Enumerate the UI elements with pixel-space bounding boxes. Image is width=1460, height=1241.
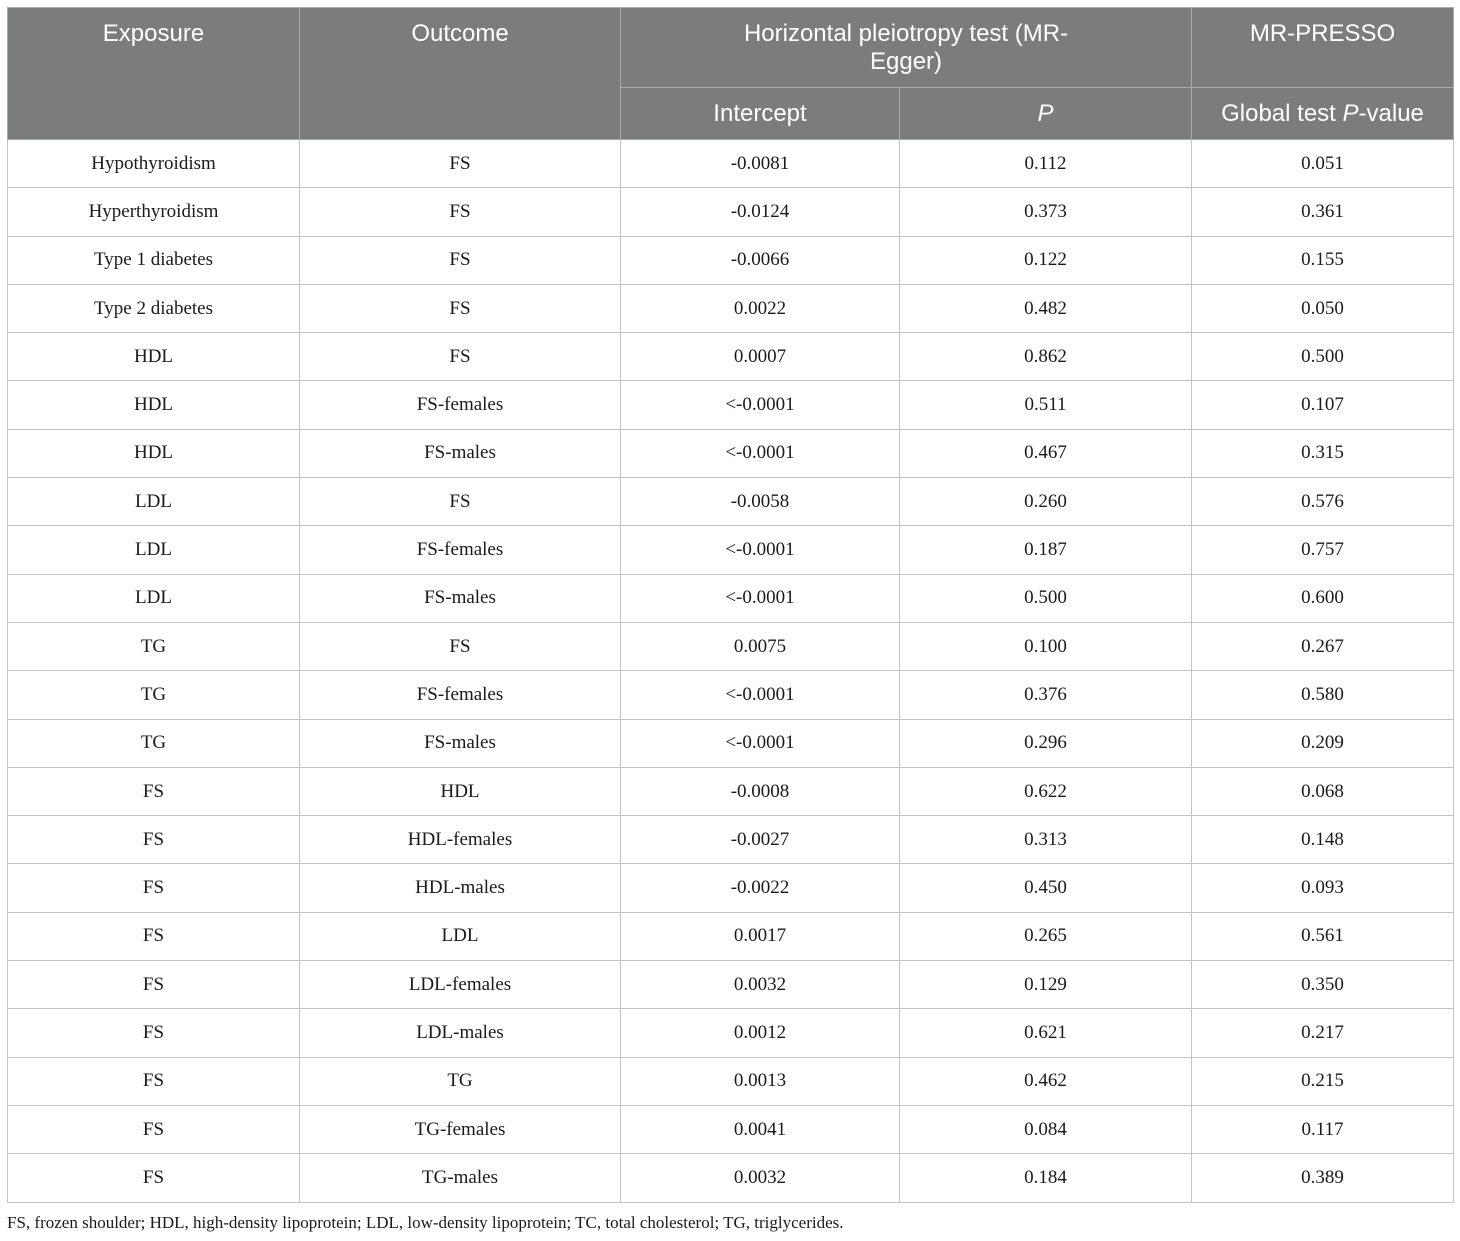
cell-global-p: 0.050 [1192,284,1454,332]
cell-exposure: LDL [8,574,300,622]
cell-outcome: TG [300,1057,621,1105]
cell-outcome: FS-females [300,526,621,574]
cell-intercept: <-0.0001 [621,381,900,429]
table-row [8,1154,1454,1202]
cell-outcome: FS [300,236,621,284]
header-p [900,88,1192,140]
table-row [8,526,1454,574]
pleiotropy-table [7,7,1454,1203]
cell-intercept: 0.0022 [621,284,900,332]
header-mr-presso: MR-PRESSO [1192,8,1454,88]
cell-outcome: HDL-males [300,864,621,912]
cell-p: 0.129 [900,961,1192,1009]
cell-exposure: TG [8,719,300,767]
cell-p: 0.084 [900,1105,1192,1153]
table-header [8,8,1454,140]
table-row [8,622,1454,670]
header-outcome: Outcome [300,8,621,140]
cell-intercept: -0.0008 [621,767,900,815]
table-row [8,1057,1454,1105]
cell-exposure: TG [8,671,300,719]
table-row [8,864,1454,912]
table-row [8,816,1454,864]
cell-outcome: HDL [300,767,621,815]
cell-exposure: FS [8,1154,300,1202]
cell-intercept: -0.0066 [621,236,900,284]
cell-intercept: <-0.0001 [621,429,900,477]
cell-p: 0.187 [900,526,1192,574]
cell-p: 0.500 [900,574,1192,622]
cell-exposure: HDL [8,429,300,477]
cell-outcome: FS [300,188,621,236]
cell-exposure: Type 1 diabetes [8,236,300,284]
cell-exposure: HDL [8,333,300,381]
cell-p: 0.511 [900,381,1192,429]
cell-intercept: 0.0012 [621,1009,900,1057]
table-row [8,767,1454,815]
header-global-prefix: Global test [1221,99,1343,127]
cell-exposure: FS [8,912,300,960]
cell-global-p: 0.500 [1192,333,1454,381]
header-p-label: P [1037,99,1054,127]
cell-global-p: 0.389 [1192,1154,1454,1202]
table-row [8,429,1454,477]
cell-global-p: 0.117 [1192,1105,1454,1153]
cell-global-p: 0.215 [1192,1057,1454,1105]
cell-exposure: HDL [8,381,300,429]
cell-global-p: 0.107 [1192,381,1454,429]
cell-p: 0.184 [900,1154,1192,1202]
cell-intercept: 0.0007 [621,333,900,381]
cell-outcome: HDL-females [300,816,621,864]
cell-intercept: -0.0124 [621,188,900,236]
table-row [8,140,1454,188]
table-row [8,236,1454,284]
header-global-suffix: -value [1358,99,1424,127]
header-exposure: Exposure [8,8,300,140]
cell-exposure: Hyperthyroidism [8,188,300,236]
cell-exposure: FS [8,1009,300,1057]
cell-outcome: FS [300,333,621,381]
cell-outcome: LDL-females [300,961,621,1009]
cell-p: 0.265 [900,912,1192,960]
table-row [8,719,1454,767]
cell-exposure: FS [8,961,300,1009]
cell-global-p: 0.580 [1192,671,1454,719]
cell-intercept: -0.0027 [621,816,900,864]
cell-exposure: FS [8,1105,300,1153]
cell-outcome: FS [300,478,621,526]
cell-global-p: 0.600 [1192,574,1454,622]
cell-global-p: 0.757 [1192,526,1454,574]
cell-intercept: -0.0022 [621,864,900,912]
cell-intercept: 0.0032 [621,1154,900,1202]
cell-global-p: 0.155 [1192,236,1454,284]
cell-p: 0.462 [900,1057,1192,1105]
cell-p: 0.260 [900,478,1192,526]
table-row [8,284,1454,332]
table-row [8,478,1454,526]
cell-global-p: 0.093 [1192,864,1454,912]
cell-intercept: 0.0013 [621,1057,900,1105]
table-footnote: FS, frozen shoulder; HDL, high-density lipoprotein; LDL, low-density lipoprotein; TC, total cholesterol; TG, triglycerides. [7,1213,844,1232]
cell-exposure: Hypothyroidism [8,140,300,188]
cell-p: 0.482 [900,284,1192,332]
cell-p: 0.313 [900,816,1192,864]
table-row [8,671,1454,719]
cell-global-p: 0.148 [1192,816,1454,864]
cell-outcome: FS-females [300,381,621,429]
cell-p: 0.621 [900,1009,1192,1057]
cell-exposure: FS [8,767,300,815]
cell-global-p: 0.068 [1192,767,1454,815]
cell-p: 0.112 [900,140,1192,188]
cell-exposure: LDL [8,478,300,526]
cell-exposure: FS [8,864,300,912]
cell-global-p: 0.361 [1192,188,1454,236]
cell-p: 0.622 [900,767,1192,815]
cell-global-p: 0.576 [1192,478,1454,526]
table-row [8,333,1454,381]
cell-outcome: LDL-males [300,1009,621,1057]
header-global-test [1192,88,1454,140]
table-row [8,912,1454,960]
cell-p: 0.100 [900,622,1192,670]
cell-exposure: FS [8,816,300,864]
cell-intercept: <-0.0001 [621,671,900,719]
cell-p: 0.862 [900,333,1192,381]
cell-outcome: FS [300,140,621,188]
cell-exposure: TG [8,622,300,670]
cell-outcome: LDL [300,912,621,960]
cell-intercept: -0.0081 [621,140,900,188]
table-body [8,140,1454,1203]
table-row [8,574,1454,622]
cell-exposure: LDL [8,526,300,574]
cell-intercept: 0.0075 [621,622,900,670]
table-row [8,961,1454,1009]
cell-intercept: 0.0041 [621,1105,900,1153]
cell-global-p: 0.315 [1192,429,1454,477]
cell-global-p: 0.051 [1192,140,1454,188]
header-pleiotropy-test: Horizontal pleiotropy test (MR-Egger) [621,8,1192,88]
table-row [8,1009,1454,1057]
table-row [8,381,1454,429]
cell-p: 0.373 [900,188,1192,236]
cell-global-p: 0.217 [1192,1009,1454,1057]
cell-p: 0.467 [900,429,1192,477]
cell-outcome: TG-males [300,1154,621,1202]
cell-p: 0.450 [900,864,1192,912]
cell-outcome: FS [300,284,621,332]
table-row [8,1105,1454,1153]
cell-outcome: FS-males [300,719,621,767]
cell-global-p: 0.267 [1192,622,1454,670]
cell-p: 0.376 [900,671,1192,719]
cell-p: 0.296 [900,719,1192,767]
cell-outcome: FS [300,622,621,670]
cell-intercept: <-0.0001 [621,574,900,622]
cell-intercept: -0.0058 [621,478,900,526]
table-row [8,188,1454,236]
cell-exposure: FS [8,1057,300,1105]
cell-intercept: <-0.0001 [621,719,900,767]
cell-global-p: 0.209 [1192,719,1454,767]
header-intercept: Intercept [621,88,900,140]
cell-intercept: <-0.0001 [621,526,900,574]
cell-outcome: FS-males [300,574,621,622]
cell-global-p: 0.350 [1192,961,1454,1009]
header-global-p: P [1342,99,1359,127]
cell-exposure: Type 2 diabetes [8,284,300,332]
cell-outcome: FS-males [300,429,621,477]
cell-intercept: 0.0017 [621,912,900,960]
cell-outcome: FS-females [300,671,621,719]
cell-outcome: TG-females [300,1105,621,1153]
cell-p: 0.122 [900,236,1192,284]
cell-intercept: 0.0032 [621,961,900,1009]
cell-global-p: 0.561 [1192,912,1454,960]
results-table-container [7,7,1453,1203]
